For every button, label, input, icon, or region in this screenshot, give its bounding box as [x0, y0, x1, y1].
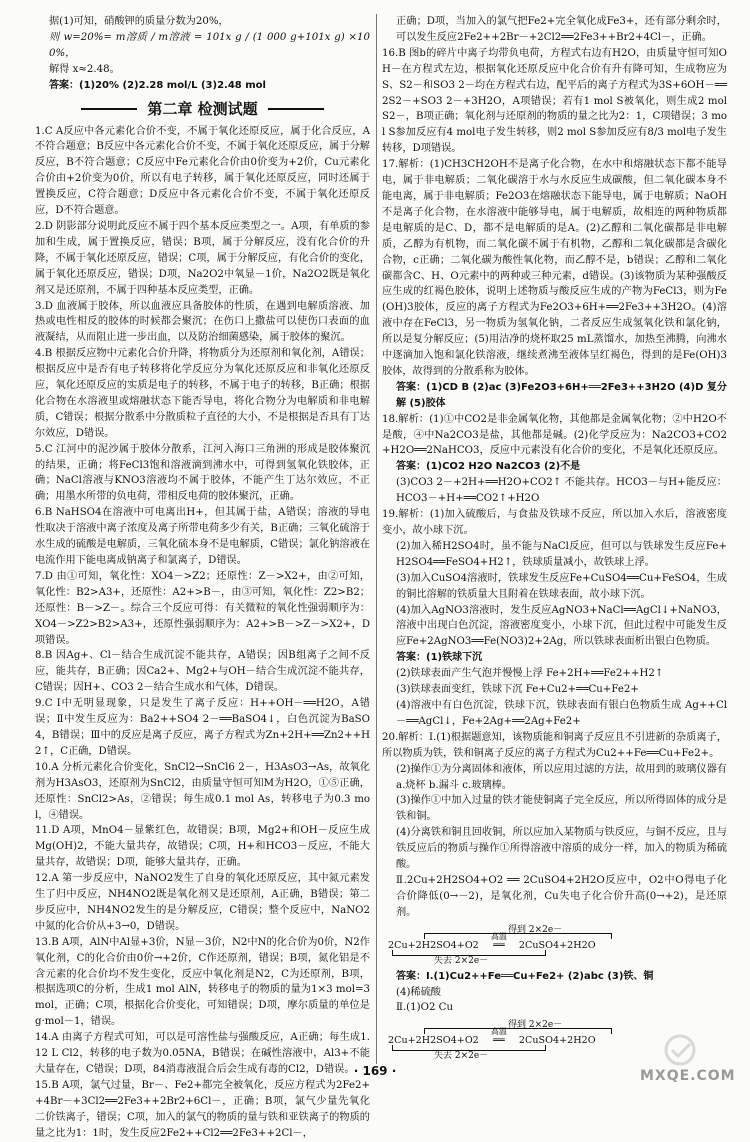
- heading-rule-left: [81, 108, 137, 110]
- answer-line: Ⅱ.(1)O2 Cu: [396, 1002, 454, 1014]
- page-number: · 169 ·: [353, 1064, 397, 1078]
- answer-line: 答案：(1)CO2 H2O Na2CO3 (2)不是: [396, 461, 581, 473]
- products: 2CuSO4+2H2O: [518, 1035, 596, 1047]
- lose-electrons-label: 失去 2×2e－: [434, 955, 489, 966]
- answer-item: 18.解析：(1)①中CO2是非金属氧化物，其他都是金属氧化物；②中H2O不是酸，④中Na2CO3是盐，其他都是碱。(2)化学反应为：Na2CO3+CO2+H2O══2NaHCO3，反应中元素没有化合价的变化，不是氧化还原反应。: [382, 413, 727, 457]
- answer-item: 20.解析：Ⅰ.(1)根据题意知，该物质能和铜离子反应且不引进新的杂质离子，所以物质为铁，铁和铜离子反应的离子方程式为Cu2++Fe══Cu+Fe2+。: [382, 731, 727, 759]
- answer-line: (4)稀硫酸: [396, 986, 441, 998]
- answer-item: 17.解析：(1)CH3CH2OH不是离子化合物，在水中和熔融状态下都不能导电，属于非电解质；二氧化碳溶于水与水反应生成碳酸，但二氧化碳本身不能电离，属于非电解质；Fe2O3在熔融状态下能导电，属于电解质；NaOH不是离子化合物，在水溶液中能够导电，属于电解质，故相连的两种物质都是电解质的是C、D，都不是电解质的是A。(2)乙醇和二氧化碳都是非电解质，乙醇为有机物，而二氧化碳不属于有机物，乙醇和二氧化碳都是含碳化合物，c正确；二氧化碳为酸性氧化物，而乙醇不是，b错误；乙醇和二氧化碳都含C、H、O元素中的两种或三种元素，d错误。(3)该物质为某种强酸反应生成的红褐色胶体，说明上述物质与酸反应生成的产物为FeCl3，则为Fe(OH)3胶体，反应的离子方程式为Fe2O3+6H+══2Fe3++3H2O。(4)溶液中存在FeCl3，另一物质为氢氧化钠，二者反应生成氢氧化铁和氯化钠，所以是复分解反应；(5)用洁净的烧杯取25 mL蒸馏水，加热至沸腾，向沸水中逐滴加入饱和氯化铁溶液，继续煮沸至液体呈红褐色，得到的是Fe(OH)3胶体，故得到的分散系称为胶体。: [382, 159, 727, 377]
- text-line: (2)加入稀H2SO4时，虽不能与NaCl反应，但可以与铁球发生反应Fe+H2SO4══FeSO4+H2↑，铁球质量减小，故铁球上浮。: [396, 540, 727, 568]
- answer-item: 4.B 根据反应物中元素化合价升降，将物质分为还原剂和氧化剂，A错误；根据反应中是否有电子转移将化学反应分为氧化还原反应和非氧化还原反应，氧化还原反应的实质是电子的转移，不属于电子的转移，B正确；根据化合物在水溶液里或熔融状态下能否导电，将化合物分为电解质和非电解质，C错误；根据分散系中分散质粒子直径的大小，不是根据是否具有丁达尔效应，D错误。: [35, 348, 370, 439]
- left-column: [35, 14, 370, 1142]
- right-column: [382, 14, 727, 1064]
- gain-electrons-label: 得到 2×2e－: [508, 924, 563, 935]
- reaction-condition: 高温: [490, 1027, 507, 1037]
- chapter-title: 第二章 检测试题: [147, 99, 258, 118]
- answer-item: 1.C A反应中各元素化合价不变，不属于氧化还原反应，属于化合反应，A不符合题意；B反应中各元素化合价不变，不属于氧化还原反应，属于分解反应，B不符合题意；C反应中Fe元素化合价由0价变为+2价，Cu元素化合价由+2价变为0价，所以有电子转移，属于氧化还原反应，同时还属于置换反应，C符合题意；D反应中各元素化合价不变，不属于氧化还原反应，D不符合题意。: [35, 125, 370, 217]
- answer-line: (2)铁球表面产生气泡并慢慢上浮 Fe+2H+══Fe2++H2↑: [396, 668, 664, 680]
- answer-item: 2.D 阴影部分说明此反应不属于四个基本反应类型之一。A项，有单质的参加和生成，属于置换反应，错误；B项，属于分解反应，没有化合价的升降，不属于氧化还原反应，错误；C项，属于分解反应，有化合价的变化，属于氧化还原反应，错误；D项，Na2O2中氧显－1价，Na2O2既是氧化剂又是还原剂，不属于四种基本反应类型，正确。: [35, 220, 370, 296]
- watermark-text: MXQE.COM: [640, 1068, 736, 1084]
- text-line: (2)操作①为分离固体和液体，所以应用过滤的方法，故用到的玻璃仪器有a.烧杯 b.漏斗 c.玻璃棒。: [396, 763, 727, 791]
- reactants: 2Cu+2H2SO4+O2: [388, 939, 479, 951]
- text-line: 解得 x≈2.48。: [49, 63, 120, 75]
- gain-electrons-label: 得到 2×2e－: [508, 1020, 563, 1031]
- answer-line: (3)CO3 2－+2H+══H2O+CO2↑ 不能共存。HCO3－与H+能反应：HCO3－+H+══CO2↑+H2O: [396, 477, 727, 505]
- products: 2CuSO4+2H2O: [518, 939, 596, 951]
- text-line: (3)加入CuSO4溶液时，铁球发生反应Fe+CuSO4══Cu+FeSO4，生成的铜比溶解的铁质量大且附着在铁球表面，故小球下沉。: [396, 572, 727, 600]
- answer-item: 正确；D项，当加入的氯气把Fe2+完全氧化成Fe3+，还有部分剩余时，可以发生反应2Fe2++2Br－+2Cl2══2Fe3++Br2+4Cl－，正确。: [396, 16, 727, 43]
- heading-rule-right: [268, 108, 324, 110]
- answer-line: 答案：(1)铁球下沉: [396, 652, 483, 664]
- reactants: 2Cu+2H2SO4+O2: [388, 1035, 479, 1047]
- reaction-equation: 2Cu+2H2SO4+O2 高温 ══ 2CuSO4+2H2O: [388, 938, 596, 954]
- answer-item: 7.D 由①可知，氧化性：XO4－>Z2；还原性：Z－>X2+，由②可知，氧化性：B2>A3+，还原性：A2+>B－，由③可知，氧化性：Z2>B2；还原性：B－>Z－。综合三个反应可得：有关微粒的氧化性强弱顺序为：XO4－>Z2>B2>A3+，还原性强弱顺序为：A2+>B－>Z－>X2+，D项错误。: [35, 570, 370, 646]
- answer-item: 13.B A项，AlN中Al显+3价，N显－3价，N2中N的化合价为0价，N2作氧化剂，C的化合价由0价→+2价，C作还原剂，错误；B项，氮化铝是不含元素的化合价均不发生变化，反应中氧化剂是N2，C为还原剂，B项，根据选项C的分析，生成1 mol AlN，转移电子的物质的量为1×3 mol=3 mol，正确；C项，根据化合价变化，可知错误；D项，摩尔质量的单位是g·mol－1，错误。: [35, 936, 370, 1028]
- answer-item: 12.A 第一步反应中，NaNO2发生了自身的氧化还原反应，其中氮元素发生了归中反应，NH4NO2既是氧化剂又是还原剂，A正确，B错误；第二步反应中，NH4NO2发生的是分解反应，C错误；整个反应中，NaNO2中氮的化合价从+3→0，D错误。: [35, 873, 370, 932]
- text-line: (4)分离铁和铜且回收铜，所以应加入某物质与铁反应，与铜不反应，且与铁反应后的物质与操作①所得溶液中溶质的成分一样，加入的物质为稀硫酸。: [396, 827, 727, 871]
- lose-electrons-label: 失去 2×2e－: [434, 1051, 489, 1062]
- formula-line: 则 w=20%= m溶质 / m溶液 = 101x g / (1 000 g+101x g) ×100%，: [49, 31, 370, 59]
- answer-line: (3)铁球表面变红，铁球下沉 Fe+Cu2+══Cu+Fe2+: [396, 684, 639, 696]
- answer-item: 16.B 图b的碎片中离子均带负电荷，方程式右边有H2O，由质量守恒可知OH－在方程式左边，根据氧化还原反应中化合价有升有降可知，生成物应为S、S2－和SO3 2－均在方程式右边，配平后的离子方程式为3S+6OH－══2S2－+SO3 2－+3H2O，A项错误；若有1 mol S被氧化，则生成2 mol S2－，B项正确；氧化剂与还原剂的物质的量之比为2：1，C项错误；3 mol S参加反应有4 mol电子发生转移，则2 mol S参加反应有8/3 mol电子发生转移，D项错误。: [382, 47, 727, 155]
- answer-line: 答案：(1)20% (2)2.28 mol/L (3)2.48 mol: [49, 79, 266, 91]
- answer-item: 8.B 因Ag+、Cl－结合生成沉淀不能共存，A错误；因B组离子之间不反应，能共存，B正确；因Ca2+、Mg2+与OH－结合生成沉淀不能共存，C错误；因H+、CO3 2－结合生成水和气体，D错误。: [35, 650, 370, 694]
- answer-item: 14.A 由离子方程式可知，可以是可溶性盐与强酸反应，A正确；每生成1.12 L Cl2，转移的电子数为0.05NA，B错误；在碱性溶液中，Al3+不能大量存在，C错误；D项，84消毒液混合后会生成有毒的Cl2，D错误。: [35, 1032, 370, 1075]
- answer-item: 5.C 江河中的泥沙属于胶体分散系，江河入海口三角洲的形成是胶体聚沉的结果，正确；将FeCl3饱和溶液滴到沸水中，可得到氢氧化铁胶体，正确；NaCl溶液与KNO3溶液均不属于胶体，不能产生丁达尔效应，不正确；用墨水所带的负电荷，带相反电荷的胶体聚沉，正确。: [35, 443, 370, 503]
- answer-item: 6.B NaHSO4在溶液中可电离出H+，但其属于盐，A错误；溶液的导电性取决于溶液中离子浓度及离子所带电荷多少有关，B正确；三氧化硫溶于水生成的硫酸是电解质，三氧化硫本身不是电解质，C错误；氯化钠溶液在电流作用下能电离成钠离子和氯离子，D错误。: [35, 507, 370, 566]
- answer-item: 3.D 血液属于胶体，所以血液应具备胶体的性质，在遇到电解质溶液、加热或电性相反的胶体的时候都会聚沉；在伤口上撒盐可以使伤口表面的血液凝结，从而阻止进一步出血，以及防治细菌感染，属于胶体的聚沉。: [35, 300, 370, 344]
- answer-line: (4)溶液中有白色沉淀，铁球下沉，铁球表面有银白色物质生成 Ag++Cl－══AgCl↓，Fe+2Ag+══2Ag+Fe2+: [396, 699, 727, 727]
- answer-line: 答案：Ⅰ.(1)Cu2++Fe══Cu+Fe2+ (2)abc (3)铁、铜: [396, 970, 654, 982]
- reaction-equation: 2Cu+2H2SO4+O2 高温 ══ 2CuSO4+2H2O: [388, 1033, 596, 1049]
- answer-item: 9.C Ⅰ中无明显现象，只是发生了离子反应：H++OH－══H2O，A错误；Ⅱ中发生反应为：Ba2++SO4 2－══BaSO4↓，白色沉淀为BaSO4，B错误；Ⅲ中的反应是离子反应，离子方程式为Zn+2H+══Zn2++H2↑，C正确，D错误。: [35, 698, 370, 757]
- answer-item: 19.解析：(1)加入硫酸后，与食盐及铁球不反应，所以加入水后，溶液密度变小，故小球下沉。: [382, 509, 727, 536]
- text-line: (4)加入AgNO3溶液时，发生反应AgNO3+NaCl══AgCl↓+NaNO3，溶液中出现白色沉淀，溶液密度变小，小球下沉，但此过程中可能发生反应Fe+2AgNO3══Fe(NO3)2+2Ag，所以铁球表面析出银白色物质。: [396, 604, 727, 648]
- electron-transfer-diagram: [388, 923, 727, 967]
- column-divider: [376, 14, 377, 1064]
- answer-line: 答案：(1)CD B (2)ac (3)Fe2O3+6H+══2Fe3++3H2O (4)D 复分解 (5)胶体: [396, 381, 727, 409]
- text-line: (3)操作①中加入过量的铁才能使铜离子完全反应，所以所得固体的成分是铁和铜。: [396, 795, 727, 823]
- chapter-heading: [35, 96, 370, 122]
- answer-item: 15.B A项，氯气过量，Br－、Fe2+都完全被氧化，反应方程式为2Fe2++4Br－+3Cl2══2Fe3++2Br2+6Cl－，正确；B项，氯气少量先氧化二价铁离子，错误；C项，加入的氯气的物质的量与铁和亚铁离子的物质的量之比为1：1时，发生反应2Fe2++Cl2══2Fe3++2Cl－，: [35, 1079, 370, 1139]
- reaction-condition: 高温: [490, 931, 507, 941]
- text-line: Ⅱ.2Cu+2H2SO4+O2 ══ 2CuSO4+2H2O反应中，O2中O得电子化合价降低(0→－2)，是氧化剂，Cu失电子化合价升高(0→+2)，是还原剂。: [396, 874, 727, 918]
- text-line: 据(1)可知，硝酸钾的质量分数为20%，: [49, 16, 229, 27]
- answer-item: 11.D A项，MnO4－显紫红色，故错误；B项，Mg2+和OH－反应生成Mg(OH)2，不能大量共存，故错误；C项，H+和HCO3－反应，不能大量共存，故错误；D项，能够大量共存，正确。: [35, 825, 370, 869]
- answer-item: 10.A 分析元素化合价变化，SnCl2→SnCl6 2－，H3AsO3→As，故氧化剂为H3AsO3，还原剂为SnCl2，由质量守恒可知M为H2O，①⑤正确，还原性：SnCl2>As，②错误；每生成0.1 mol As，转移电子为0.3 mol，④错误。: [35, 761, 370, 821]
